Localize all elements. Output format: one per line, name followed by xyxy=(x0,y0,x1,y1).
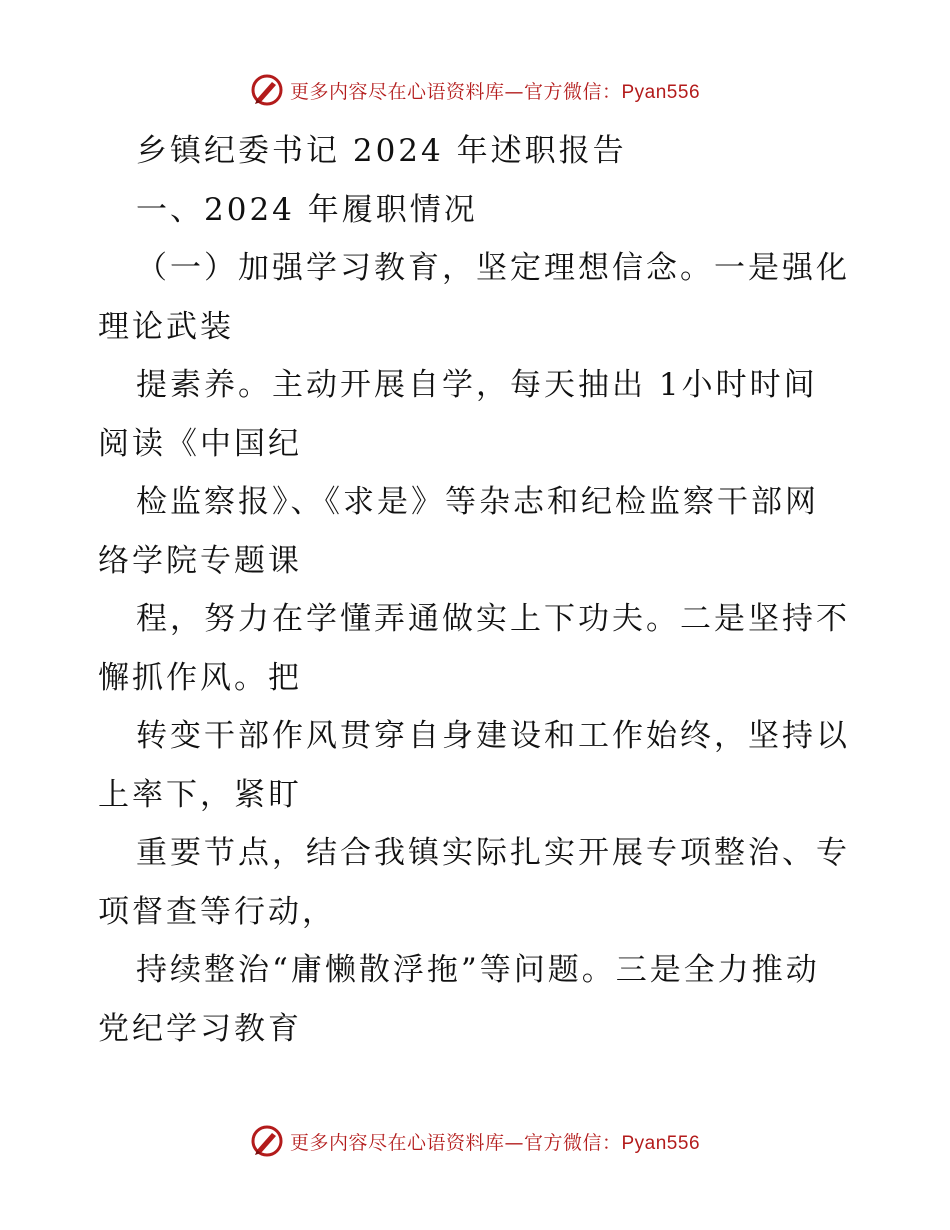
paragraph-line: 检监察报》、《求是》等杂志和纪检监察干部网 xyxy=(136,484,819,520)
watermark-header xyxy=(0,70,950,110)
watermark-separator: — xyxy=(504,80,524,103)
watermark-wechat-id: Pyan556 xyxy=(621,1132,701,1154)
paragraph-line: 理论武装 xyxy=(98,308,234,345)
paragraph-line: 络学院专题课 xyxy=(98,542,302,579)
pen-logo-icon xyxy=(250,1124,284,1158)
watermark-site: 更多内容尽在心语资料库 xyxy=(289,80,505,103)
watermark-separator: — xyxy=(504,1131,524,1154)
document-body xyxy=(98,122,858,1058)
paragraph-line: 转变干部作风贯穿自身建设和工作始终，坚持以 xyxy=(136,718,850,754)
section-heading: 一、2024 年履职情况 xyxy=(136,191,478,228)
paragraph-line: 持续整治“庸懒散浮拖”等问题。三是全力推动 xyxy=(136,952,820,988)
pen-logo-icon xyxy=(250,73,284,107)
paragraph-line: 上率下，紧盯 xyxy=(98,776,302,813)
watermark-text xyxy=(290,1128,700,1155)
watermark-site: 更多内容尽在心语资料库 xyxy=(289,1131,505,1154)
paragraph-line: 阅读《中国纪 xyxy=(98,425,302,462)
watermark-footer xyxy=(0,1121,950,1161)
paragraph-line: 懈抓作风。把 xyxy=(98,659,302,696)
watermark-wechat-id: Pyan556 xyxy=(621,81,701,103)
paragraph-line: （一）加强学习教育，坚定理想信念。一是强化 xyxy=(136,250,850,286)
watermark-wechat-label: 官方微信： xyxy=(523,1131,622,1154)
watermark-text xyxy=(290,77,700,104)
watermark-wechat-label: 官方微信： xyxy=(523,80,622,103)
paragraph-line: 程，努力在学懂弄通做实上下功夫。二是坚持不 xyxy=(136,601,850,637)
document-title: 乡镇纪委书记 2024 年述职报告 xyxy=(136,133,627,169)
paragraph-line: 项督查等行动， xyxy=(98,893,336,930)
paragraph-line: 重要节点，结合我镇实际扎实开展专项整治、专 xyxy=(136,835,850,871)
paragraph-line: 提素养。主动开展自学，每天抽出 1小时时间 xyxy=(136,367,818,403)
paragraph-line: 党纪学习教育 xyxy=(98,1010,302,1047)
